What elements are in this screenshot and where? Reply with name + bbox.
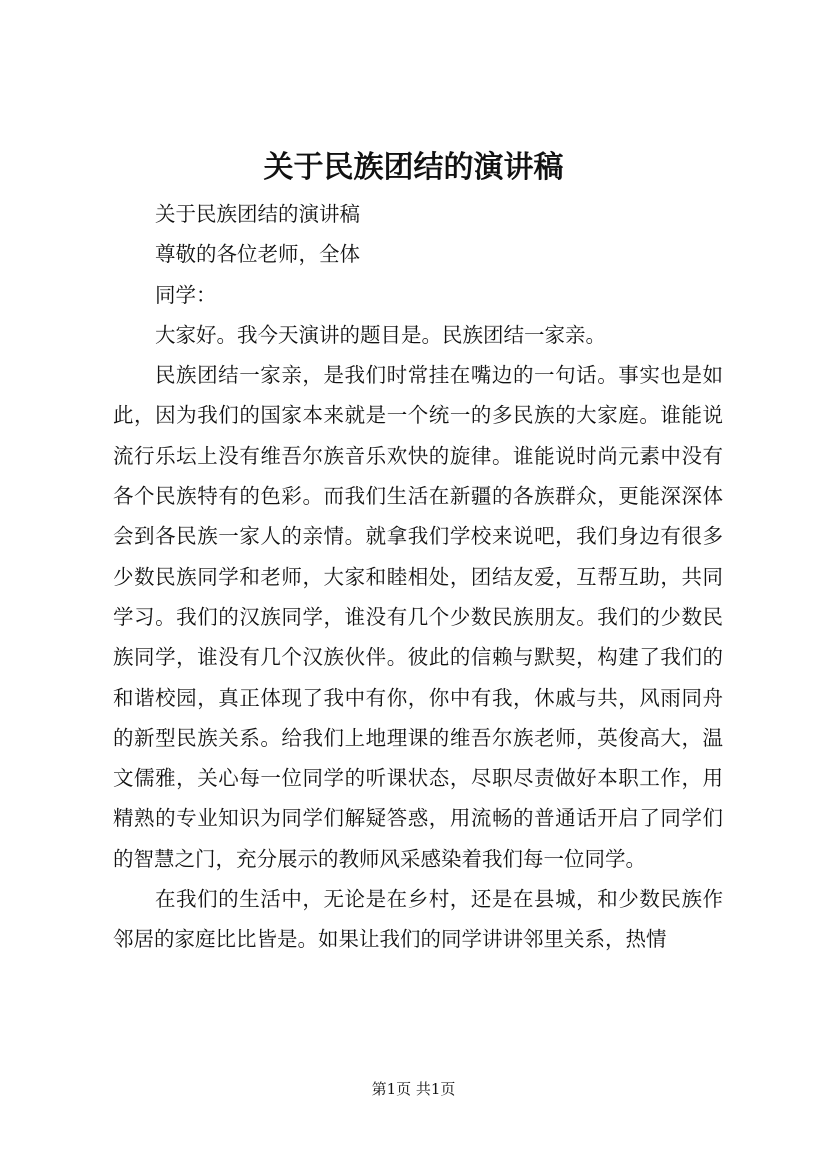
paragraph-subtitle: 关于民族团结的演讲稿 (155, 202, 360, 226)
document-body (113, 194, 723, 960)
paragraph-salutation: 尊敬的各位老师，全体 (155, 242, 360, 267)
paragraph-body-2: 在我们的生活中，无论是在乡村，还是在县城，和少数民族作邻居的家庭比比皆是。如果让我们的同学讲讲邻里关系，热情 (113, 887, 723, 952)
paragraph-greeting: 大家好。我今天演讲的题目是。民族团结一家亲。 (155, 322, 606, 347)
paragraph-salutation-cont: 同学： (155, 282, 217, 307)
document-title: 关于民族团结的演讲稿 (263, 150, 564, 185)
paragraph-body-1: 民族团结一家亲，是我们时常挂在嘴边的一句话。事实也是如此，因为我们的国家本来就是一个统一的多民族的大家庭。谁能说流行乐坛上没有维吾尔族音乐欢快的旋律。谁能说时尚元素中没有各个民族特有的色彩。而我们生活在新疆的各族群众，更能深深体会到各民族一家人的亲情。就拿我们学校来说吧，我们身边有很多少数民族同学和老师，大家和睦相处，团结友爱，互帮互助，共同学习。我们的汉族同学，谁没有几个少数民族朋友。我们的少数民族同学，谁没有几个汉族伙伴。彼此的信赖与默契，构建了我们的和谐校园，真正体现了我中有你，你中有我，休戚与共，风雨同舟的新型民族关系。给我们上地理课的维吾尔族老师，英俊高大，温文儒雅，关心每一位同学的听课状态，尽职尽责做好本职工作，用精熟的专业知识为同学们解疑答惑，用流畅的普通话开启了同学们的智慧之门，充分展示的教师风采感染着我们每一位同学。 (113, 363, 723, 871)
page-footer: 第1页 共1页 (371, 1080, 456, 1098)
